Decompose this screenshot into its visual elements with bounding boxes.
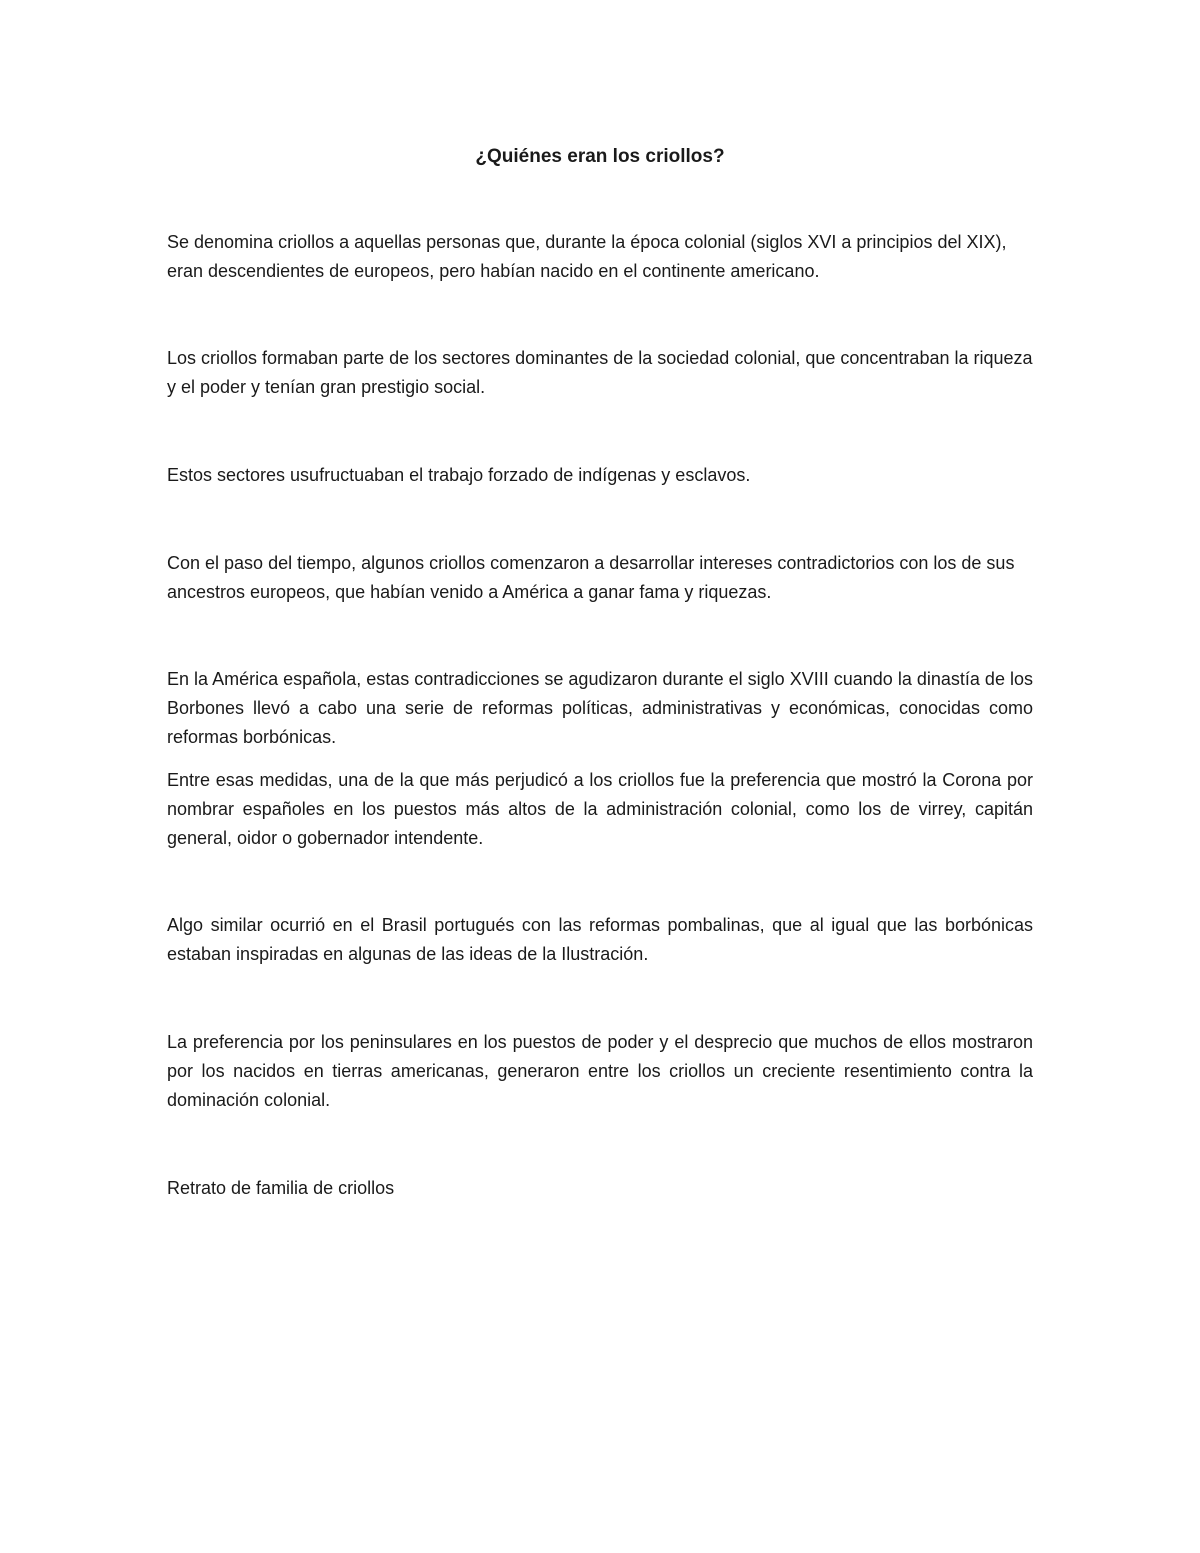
paragraph-4: Con el paso del tiempo, algunos criollos comenzaron a desarrollar intereses contradictorios con los de sus ancestros europeos, que habían venido a América a ganar fama y riquezas. — [167, 553, 1015, 602]
paragraph-6: Entre esas medidas, una de la que más perjudicó a los criollos fue la preferencia que mostró la Corona por nombrar españoles en los puestos más altos de la administración colonial, como los de virrey, capitán general, oidor o gobernador intendente. — [167, 770, 1033, 848]
paragraph-7: Algo similar ocurrió en el Brasil portugués con las reformas pombalinas, que al igual que las borbónicas estaban inspiradas en algunas de las ideas de la Ilustración. — [167, 915, 1033, 964]
paragraph-3: Estos sectores usufructuaban el trabajo forzado de indígenas y esclavos. — [167, 465, 751, 485]
paragraph-2: Los criollos formaban parte de los sectores dominantes de la sociedad colonial, que concentraban la riqueza y el poder y tenían gran prestigio social. — [167, 348, 1033, 397]
paragraph-8: La preferencia por los peninsulares en los puestos de poder y el desprecio que muchos de ellos mostraron por los nacidos en tierras americanas, generaron entre los criollos un creciente resentimiento contra la dominación colonial. — [167, 1032, 1033, 1110]
paragraph-5: En la América española, estas contradicciones se agudizaron durante el siglo XVIII cuando la dinastía de los Borbones llevó a cabo una serie de reformas políticas, administrativas y económicas, conocidas como reformas borbónicas. — [167, 669, 1033, 747]
paragraph-1: Se denomina criollos a aquellas personas que, durante la época colonial (siglos XVI a principios del XIX), eran descendientes de europeos, pero habían nacido en el continente americano. — [167, 232, 1007, 281]
paragraph-caption: Retrato de familia de criollos — [167, 1178, 395, 1198]
document-title: ¿Quiénes eran los criollos? — [475, 146, 725, 167]
